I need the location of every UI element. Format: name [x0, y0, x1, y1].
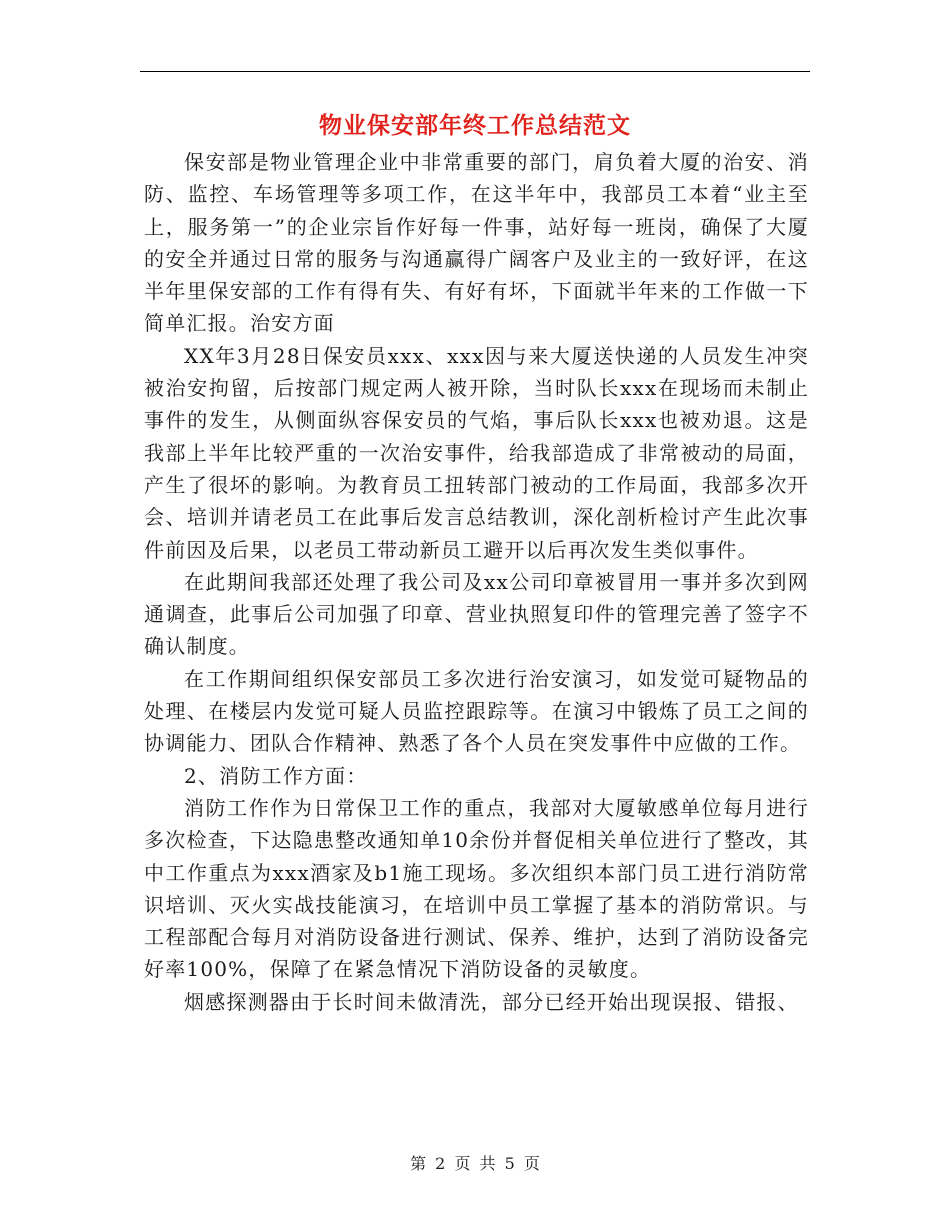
- document-title: 物业保安部年终工作总结范文: [319, 112, 631, 139]
- paragraph-smoke-detectors: 烟感探测器由于长时间未做清洗，部分已经开始出现误报、错报、: [184, 989, 799, 1014]
- paragraph-seal-case: 在此期间我部还处理了我公司及xx公司印章被冒用一事并多次到网通调查，此事后公司加强了印章、营业执照复印件的管理完善了签字不确认制度。: [144, 569, 809, 659]
- document-body: [144, 146, 809, 1018]
- paragraph-fire-work: 消防工作作为日常保卫工作的重点，我部对大厦敏感单位每月进行多次检查，下达隐患整改通知单10余份并督促相关单位进行了整改，其中工作重点为xxx酒家及b1施工现场。多次组织本部门员工进行消防常识培训、灭火实战技能演习，在培训中员工掌握了基本的消防常识。与工程部配合每月对消防设备进行测试、保养、维护，达到了消防设备完好率100%，保障了在紧急情况下消防设备的灵敏度。: [144, 795, 809, 982]
- paragraph-incident: XX年3月28日保安员xxx、xxx因与来大厦送快递的人员发生冲突被治安拘留，后按部门规定两人被开除，当时队长xxx在现场而未制止事件的发生，从侧面纵容保安员的气焰，事后队长xxx也被劝退。这是我部上半年比较严重的一次治安事件，给我部造成了非常被动的局面，产生了很坏的影响。为教育员工扭转部门被动的工作局面，我部多次开会、培训并请老员工在此事后发言总结教训，深化剖析检讨产生此次事件前因及后果，以老员工带动新员工避开以后再次发生类似事件。: [144, 343, 809, 562]
- section-heading-fire: 2、消防工作方面：: [184, 763, 368, 788]
- paragraph-intro: 保安部是物业管理企业中非常重要的部门，肩负着大厦的治安、消防、监控、车场管理等多项工作，在这半年中，我部员工本着“业主至上，服务第一”的企业宗旨作好每一件事，站好每一班岗，确保了大厦的安全并通过日常的服务与沟通赢得广阔客户及业主的一致好评，在这半年里保安部的工作有得有失、有好有坏，下面就半年来的工作做一下简单汇报。治安方面: [144, 150, 809, 336]
- paragraph-drills: 在工作期间组织保安部员工多次进行治安演习，如发觉可疑物品的处理、在楼层内发觉可疑人员监控跟踪等。在演习中锻炼了员工之间的协调能力、团队合作精神、熟悉了各个人员在突发事件中应做的工作。: [144, 666, 809, 756]
- header-rule: [140, 71, 810, 72]
- page-number: 第 2 页 共 5 页: [410, 1154, 540, 1173]
